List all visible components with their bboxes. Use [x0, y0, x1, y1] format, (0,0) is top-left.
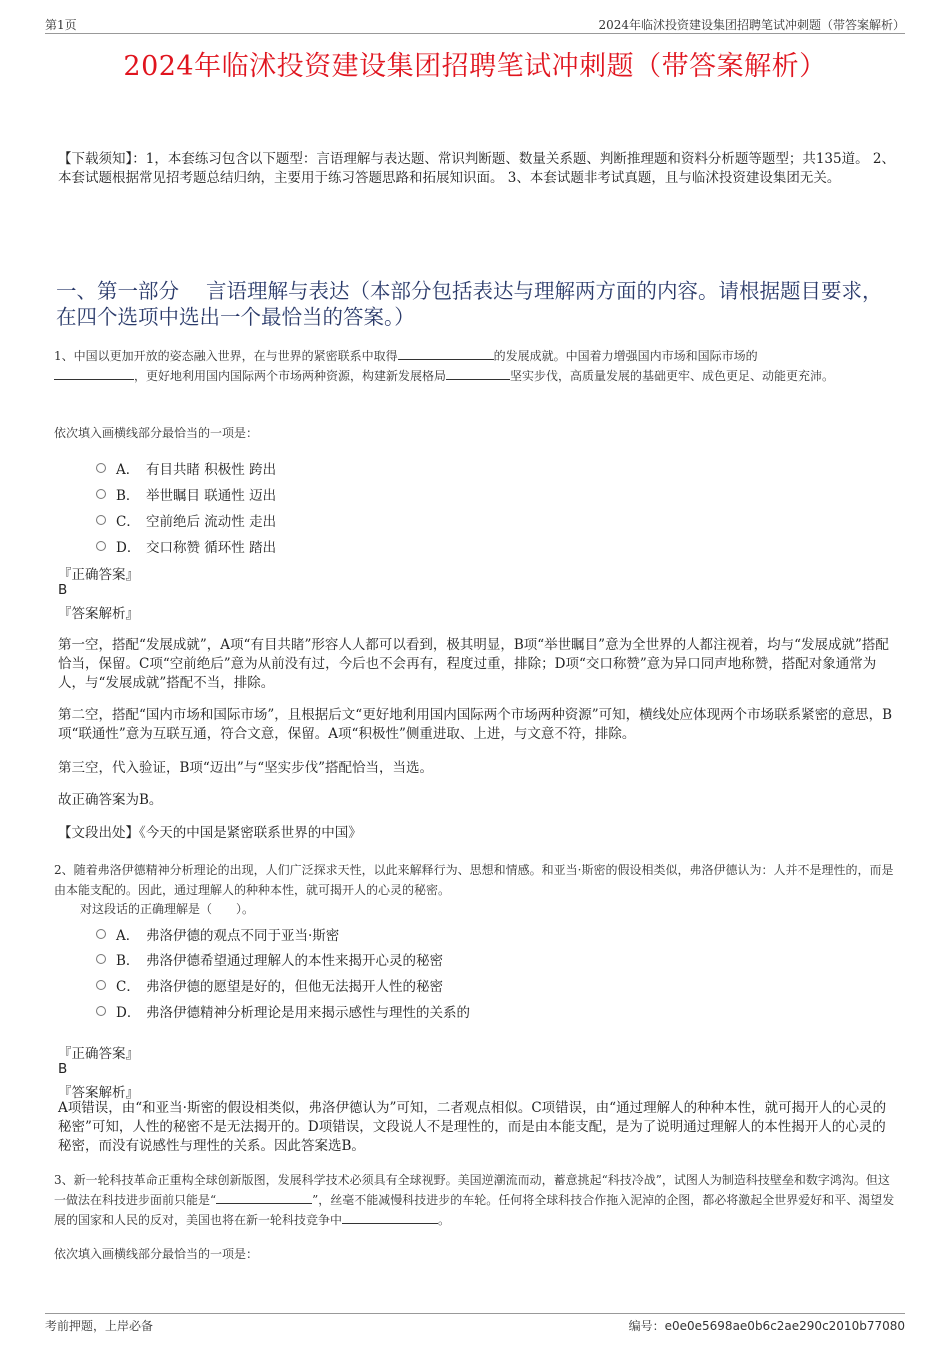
q2-analysis: A项错误，由“和亚当·斯密的假设相类似，弗洛伊德认为”可知，二者观点相似。C项错误，由“通过理解人的种种本性，就可揭开人的心灵的秘密”可知，人性的秘密不是无法揭开的。D项错误，文段说人不是理性的，而是由本能支配，是为了说明通过理解人的本性揭开人的心灵的秘密，而没有说感性与理性的关系。因此答案选B。 [58, 1100, 887, 1154]
q1-blank-1 [398, 346, 494, 360]
document-title: 2024年临沭投资建设集团招聘笔试冲刺题（带答案解析） [123, 51, 827, 82]
q2-prompt: 对这段话的正确理解是（ ）。 [80, 902, 255, 916]
q1-option-a[interactable]: A． 有目共睹 积极性 跨出 [96, 458, 276, 478]
q1-answer-label: 『正确答案』 [58, 567, 139, 583]
q3-blank-2 [342, 1210, 438, 1224]
q1-text-1: 1、中国以更加开放的姿态融入世界，在与世界的紧密联系中取得 [54, 349, 398, 363]
q1-analysis-1: 第一空，搭配“发展成就”，A项“有目共睹”形容人人都可以看到，极其明显，B项“举世瞩目”意为全世界的人都注视着，均与“发展成就”搭配恰当，保留。C项“空前绝后”意为从前没有过，今后也不会再有，程度过重，排除；D项“交口称赞”意为异口同声地称赞，搭配对象通常为人，与“发展成就”搭配不当，排除。 [58, 637, 889, 691]
download-notice: 【下载须知】：1，本套练习包含以下题型：言语理解与表达题、常识判断题、数量关系题、判断推理题和资料分析题等题型；共135道。 2、本套试题根据常见招考题总结归纳，主要用于练习答题思路和拓展知识面。 3、本套试题非考试真题，且与临沭投资建设集团无关。 [58, 151, 895, 186]
q2-option-c[interactable]: C． 弗洛伊德的愿望是好的，但他无法揭开人性的秘密 [96, 975, 443, 995]
q1-analysis-label: 『答案解析』 [58, 606, 139, 622]
q2-analysis-label: 『答案解析』 [58, 1085, 139, 1101]
footer-slogan: 考前押题，上岸必备 [45, 1319, 154, 1333]
q1-option-c[interactable]: C． 空前绝后 流动性 走出 [96, 510, 276, 530]
header-doc-title: 2024年临沭投资建设集团招聘笔试冲刺题（带答案解析） [598, 18, 905, 32]
q3-text-3: 。 [438, 1213, 451, 1227]
q1-analysis-2: 第二空，搭配“国内市场和国际市场”，且根据后文“更好地利用国内国际两个市场两种资源”可知，横线处应体现两个市场联系紧密的意思，B项“联通性”意为互联互通，符合文意，保留。A项“积极性”侧重进取、上进，与文意不符，排除。 [58, 707, 893, 742]
q1-text-2: 的发展成就。中国着力增强国内市场和国际市场的 [493, 349, 758, 363]
q1-analysis-3: 第三空，代入验证，B项“迈出”与“坚实步伐”搭配恰当，当选。 [58, 760, 434, 776]
q2-option-d[interactable]: D． 弗洛伊德精神分析理论是用来揭示感性与理性的关系的 [96, 1001, 470, 1021]
radio-icon[interactable] [96, 489, 106, 499]
q1-blank-2 [54, 366, 134, 380]
q1-option-b[interactable]: B． 举世瞩目 联通性 迈出 [96, 484, 276, 504]
q1-analysis-4: 故正确答案为B。 [58, 792, 163, 808]
q1-option-d[interactable]: D． 交口称赞 循环性 踏出 [96, 536, 276, 556]
q1-answer: B [58, 582, 68, 598]
q2-option-b[interactable]: B． 弗洛伊德希望通过理解人的本性来揭开心灵的秘密 [96, 949, 443, 969]
code-label: 编号： [628, 1319, 665, 1333]
q2-option-a[interactable]: A． 弗洛伊德的观点不同于亚当·斯密 [96, 924, 339, 944]
code-value: e0e0e5698ae0b6c2ae290c2010b77080 [664, 1319, 905, 1333]
radio-icon[interactable] [96, 463, 106, 473]
radio-icon[interactable] [96, 1006, 106, 1016]
radio-icon[interactable] [96, 541, 106, 551]
q2-answer-label: 『正确答案』 [58, 1046, 139, 1062]
page-number: 第1页 [45, 18, 77, 32]
q1-text-3: ，更好地利用国内国际两个市场两种资源，构建新发展格局 [134, 369, 447, 383]
section-heading: 一、第一部分 言语理解与表达（本部分包括表达与理解两方面的内容。请根据题目要求，在四个选项中选出一个最恰当的答案。） [56, 279, 883, 329]
page-footer [45, 1313, 905, 1333]
page-header [45, 14, 905, 34]
q3-blank-1 [216, 1190, 312, 1204]
q1-blank-3 [446, 366, 510, 380]
question-1-stem [54, 346, 899, 386]
q1-prompt: 依次填入画横线部分最恰当的一项是： [54, 426, 259, 440]
question-3-stem [54, 1170, 899, 1230]
q3-prompt: 依次填入画横线部分最恰当的一项是： [54, 1247, 259, 1261]
radio-icon[interactable] [96, 980, 106, 990]
radio-icon[interactable] [96, 954, 106, 964]
footer-code [629, 1317, 905, 1334]
radio-icon[interactable] [96, 929, 106, 939]
q3-text-2: ”，丝毫不能减慢科技进步的车轮。任何将全球科技合作拖入泥淖的企图，都必将激起全世界爱好和平、渴望发展的国家和人民的反对，美国也将在新一轮科技竞争中 [54, 1193, 895, 1227]
radio-icon[interactable] [96, 515, 106, 525]
q1-source: 【文段出处】《今天的中国是紧密联系世界的中国》 [58, 825, 362, 841]
q1-text-4: 坚实步伐，高质量发展的基础更牢、成色更足、动能更充沛。 [510, 369, 835, 383]
q2-answer: B [58, 1061, 68, 1077]
q3-text-1: 3、新一轮科技革命正重构全球创新版图，发展科学技术必须具有全球视野。美国逆潮流而动，蓄意挑起“科技冷战”，试图人为制造科技壁垒和数字鸿沟。但这一做法在科技进步面前只能是“ [54, 1173, 890, 1207]
question-2-stem: 2、随着弗洛伊德精神分析理论的出现，人们广泛探求天性，以此来解释行为、思想和情感。和亚当·斯密的假设相类似，弗洛伊德认为：人并不是理性的，而是由本能支配的。因此，通过理解人的种种本性，就可揭开人的心灵的秘密。 [54, 863, 894, 897]
